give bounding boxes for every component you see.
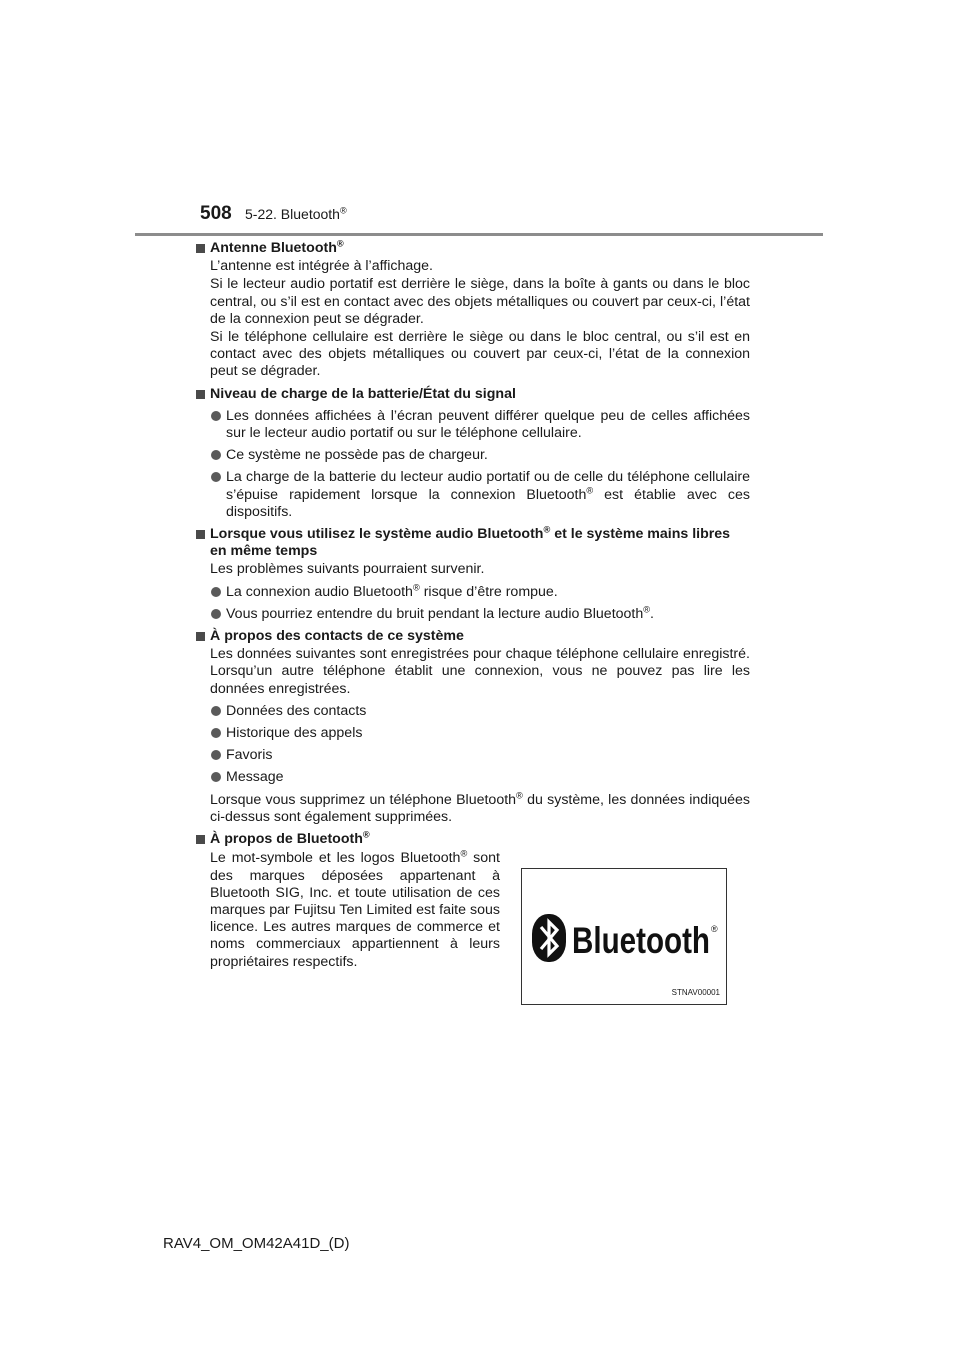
list-item: La connexion audio Bluetooth® risque d’être rompue. (210, 584, 750, 601)
list-item: La charge de la batterie du lecteur audio portatif ou de celle du téléphone cellulaire s’épuise rapidement lorsque la connexion Bluetooth® est établie avec ces dispositifs. (210, 469, 750, 521)
section-title: À propos de Bluetooth® (194, 831, 750, 848)
bluetooth-logo-figure (521, 868, 727, 1005)
section-about (210, 831, 750, 1008)
figure-code: STNAV00001 (671, 988, 720, 998)
square-bullet-icon (196, 244, 205, 253)
page-body (210, 240, 750, 1013)
section-title: Lorsque vous utilisez le système audio Bluetooth® et le système mains libres en même temps (194, 526, 750, 560)
paragraph: Si le téléphone cellulaire est derrière le siège ou dans le bloc central, ou s’il est en contact avec des objets métalliques ou couvert par ceux-ci, l’état de la connexion peut se dégrader. (210, 329, 750, 380)
bullet-dot-icon (211, 472, 221, 482)
about-row (210, 848, 750, 1008)
paragraph: Lorsque vous supprimez un téléphone Bluetooth® du système, les données indiquées ci-dessus sont également supprimées. (210, 789, 750, 825)
section-title: Antenne Bluetooth® (194, 240, 750, 257)
list-item: Historique des appels (210, 725, 750, 742)
section-battery (210, 386, 750, 521)
bullet-dot-icon (211, 772, 221, 782)
bullet-dot-icon (211, 609, 221, 619)
paragraph: Les données suivantes sont enregistrées pour chaque téléphone cellulaire enregistré. Lorsqu’un autre téléphone établit une connexion, vous ne pouvez pas lire les données enregistrées. (210, 646, 750, 697)
paragraph: Les problèmes suivants pourraient survenir. (210, 561, 485, 578)
square-bullet-icon (196, 632, 205, 641)
bullet-dot-icon (211, 587, 221, 597)
list-item: Données des contacts (210, 703, 750, 720)
square-bullet-icon (196, 835, 205, 844)
chapter-title: 5-22. Bluetooth® (245, 205, 347, 222)
bullet-dot-icon (211, 706, 221, 716)
list-item: Message (210, 769, 750, 786)
bullet-dot-icon (211, 728, 221, 738)
list-item: Favoris (210, 747, 750, 764)
list-item: Les données affichées à l’écran peuvent différer quelque peu de celles affichées sur le lecteur audio portatif ou sur le téléphone cellulaire. (210, 408, 750, 442)
bullet-dot-icon (211, 411, 221, 421)
section-contacts (210, 628, 750, 826)
section-title: Niveau de charge de la batterie/État du signal (194, 386, 750, 403)
section-simultaneous (210, 526, 750, 623)
bullet-dot-icon (211, 450, 221, 460)
svg-text:®: ® (711, 924, 718, 935)
header-rule (135, 233, 823, 236)
list-item: Ce système ne possède pas de chargeur. (210, 447, 750, 464)
section-antenna (210, 240, 750, 381)
paragraph: L’antenne est intégrée à l’affichage. (210, 258, 433, 275)
section-title: À propos des contacts de ce système (194, 628, 750, 645)
paragraph: Si le lecteur audio portatif est derrière le siège, dans la boîte à gants ou dans le bloc central, ou s’il est en contact avec des objets métalliques ou couvert par ceux-ci, l’état de la connexion peut se dégrader. (210, 276, 750, 327)
page-header (0, 0, 960, 240)
list-item: Vous pourriez entendre du bruit pendant la lecture audio Bluetooth®. (210, 606, 750, 623)
square-bullet-icon (196, 390, 205, 399)
square-bullet-icon (196, 530, 205, 539)
bullet-dot-icon (211, 750, 221, 760)
trademark-text: Le mot-symbole et les logos Bluetooth® sont des marques déposées appartenant à Bluetooth SIG, Inc. et toute utilisation de ces marques par Fujitsu Ten Limited est faite sous licence. Les autres marques de commerce et noms commerciaux appartiennent à leurs propriétaires respectifs. (210, 848, 500, 970)
logo-wordmark: Bluetooth (572, 920, 710, 962)
document-code: RAV4_OM_OM42A41D_(D) (163, 1235, 350, 1252)
page-number: 508 (200, 203, 232, 224)
